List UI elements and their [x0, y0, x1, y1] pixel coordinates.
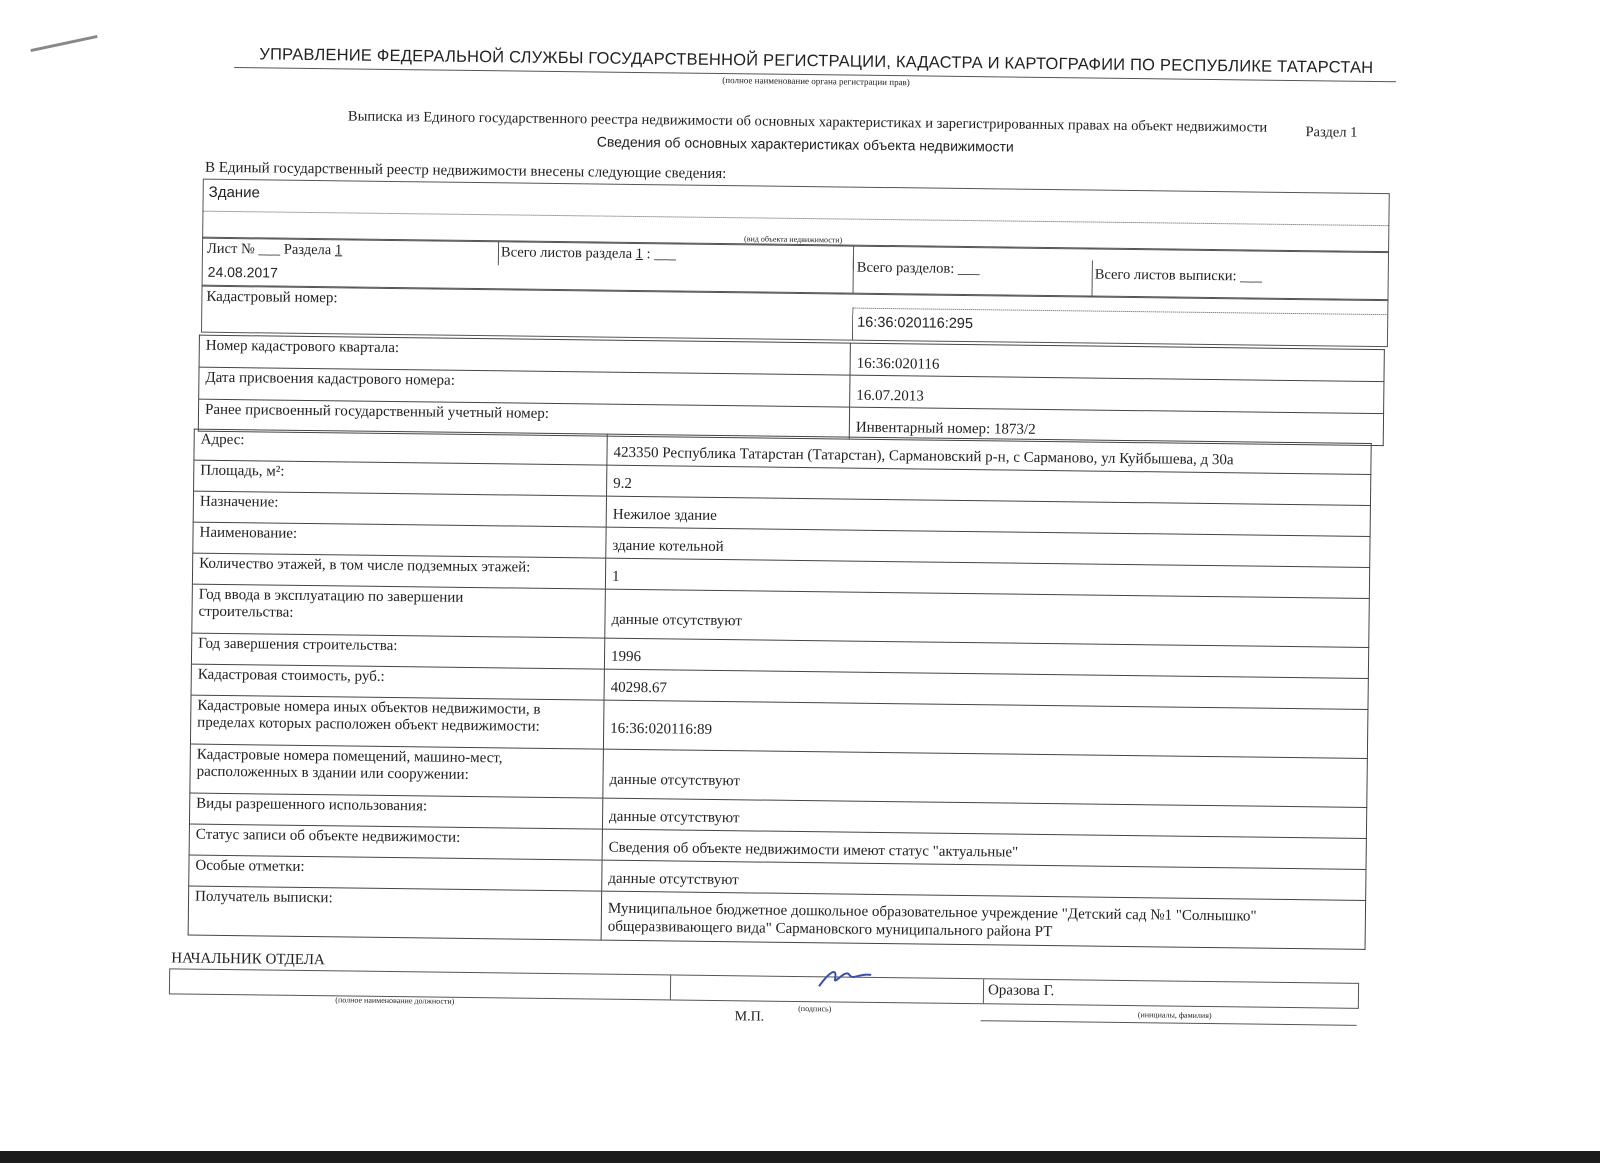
row-label: Количество этажей, в том числе подземных этажей:: [192, 553, 605, 589]
signature-caption: (подпись): [798, 1004, 832, 1014]
signer-name: Оразова Г.: [987, 982, 1055, 1000]
row-value: данные отсутствуют: [602, 860, 1366, 900]
row-value: Сведения об объекте недвижимости имеют статус "актуальные": [602, 829, 1366, 869]
total-sections-label: Всего разделов:: [856, 259, 955, 277]
stamp-label: М.П.: [734, 1009, 765, 1025]
row-label: Наименование:: [193, 522, 606, 558]
total-sections-blank: ___: [957, 260, 980, 278]
position-caption: (полное наименование должности): [335, 995, 455, 1006]
row-label: Год ввода в эксплуатацию по завершении строительства:: [192, 584, 606, 638]
total-sheets-sep: : ___: [646, 246, 677, 263]
row-value: 9.2: [607, 465, 1371, 505]
organization-caption: (полное наименование органа регистрации прав): [722, 75, 910, 88]
signature-mark: [815, 962, 875, 993]
object-type-caption: (вид объекта недвижимости): [744, 234, 843, 245]
row-value: 16:36:020116: [850, 343, 1384, 382]
cadastral-number: 16:36:020116:295: [857, 314, 974, 333]
sheet-label: Лист №: [206, 240, 255, 258]
row-value: 1: [605, 558, 1369, 598]
row-label: Статус записи об объекте недвижимости:: [189, 824, 602, 860]
extract-date: 24.08.2017: [207, 263, 278, 281]
row-label: Дата присвоения кадастрового номера:: [199, 367, 850, 407]
scan-edge: [0, 1151, 1600, 1163]
row-label: Площадь, м²:: [194, 460, 607, 496]
total-sheets-label: Всего листов раздела: [500, 244, 633, 262]
row-label: Виды разрешенного использования:: [189, 793, 602, 829]
section-subtitle: Сведения об основных характеристиках объекта недвижимости: [596, 133, 1014, 155]
total-sheets-value: 1: [635, 245, 644, 263]
sheet-blank: ___: [258, 241, 281, 258]
row-label: Особые отметки:: [189, 855, 602, 891]
section-label: Раздел 1: [1305, 124, 1358, 141]
position-title: НАЧАЛЬНИК ОТДЕЛА: [171, 950, 325, 969]
row-value: данные отсутствуют: [602, 798, 1366, 838]
organization-title: УПРАВЛЕНИЕ ФЕДЕРАЛЬНОЙ СЛУЖБЫ ГОСУДАРСТВЕННОЙ РЕГИСТРАЦИИ, КАДАСТРА И КАРТОГРАФИИ ПО РЕСПУБЛИКЕ ТАТАРСТАН: [259, 45, 1374, 77]
row-value: 16.07.2013: [850, 375, 1384, 414]
cadastral-label: Кадастровый номер:: [206, 288, 338, 307]
row-value: 16:36:020116:89: [603, 700, 1368, 758]
row-label: Кадастровые номера помещений, машино-мест, расположенных в здании или сооружении:: [190, 744, 604, 798]
object-type: Здание: [208, 183, 260, 202]
quarter-table: [198, 335, 1385, 446]
cadastral-value-cell: [852, 308, 1388, 348]
total-extract-blank: ___: [1240, 268, 1263, 285]
sheet-number-cell: [203, 238, 499, 266]
row-label: Ранее присвоенный государственный учетный номер:: [198, 399, 849, 439]
row-label: Номер кадастрового квартала:: [199, 335, 850, 375]
name-caption: (инициалы, фамилия): [1137, 1010, 1212, 1021]
row-label: Адрес:: [194, 429, 607, 465]
row-value: данные отсутствуют: [605, 589, 1370, 647]
details-table: [188, 429, 1372, 950]
row-value: 40298.67: [604, 669, 1368, 709]
total-extract-label: Всего листов выписки:: [1094, 266, 1237, 285]
row-value: Муниципальное бюджетное дошкольное образовательное учреждение "Детский сад №1 "Солнышко" общеразвивающего вида" Сармановского муниципального района РТ: [601, 891, 1366, 949]
section-word: Раздела: [283, 241, 332, 259]
extract-title: Выписка из Единого государственного реестра недвижимости об основных характеристиках и зарегистрированных правах на объект недвижимости: [347, 108, 1268, 136]
row-label: Кадастровая стоимость, руб.:: [191, 664, 604, 700]
total-sections-cell: [853, 258, 1093, 297]
row-label: Кадастровые номера иных объектов недвижимости, в пределах которых расположен объект недвижимости:: [190, 695, 604, 749]
row-value: Нежилое здание: [606, 496, 1370, 536]
row-value: здание котельной: [606, 527, 1370, 567]
row-label: Назначение:: [193, 491, 606, 527]
object-type-separator: [203, 211, 1388, 226]
section-number: 1: [334, 242, 343, 259]
total-sheets-cell: [498, 241, 854, 269]
row-value: 1996: [604, 638, 1368, 678]
total-extract-cell: [1090, 261, 1387, 301]
row-value: 423350 Республика Татарстан (Татарстан), Сармановский р-н, с Сарманово, ул Куйбышева, д 30а: [607, 434, 1371, 474]
row-label: Получатель выписки:: [188, 886, 602, 940]
intro-text: В Единый государственный реестр недвижимости внесены следующие сведения:: [204, 159, 727, 183]
name-underline: [981, 1020, 1357, 1026]
row-value: Инвентарный номер: 1873/2: [849, 407, 1383, 446]
row-value: данные отсутствуют: [603, 749, 1368, 807]
row-label: Год завершения строительства:: [191, 633, 604, 669]
